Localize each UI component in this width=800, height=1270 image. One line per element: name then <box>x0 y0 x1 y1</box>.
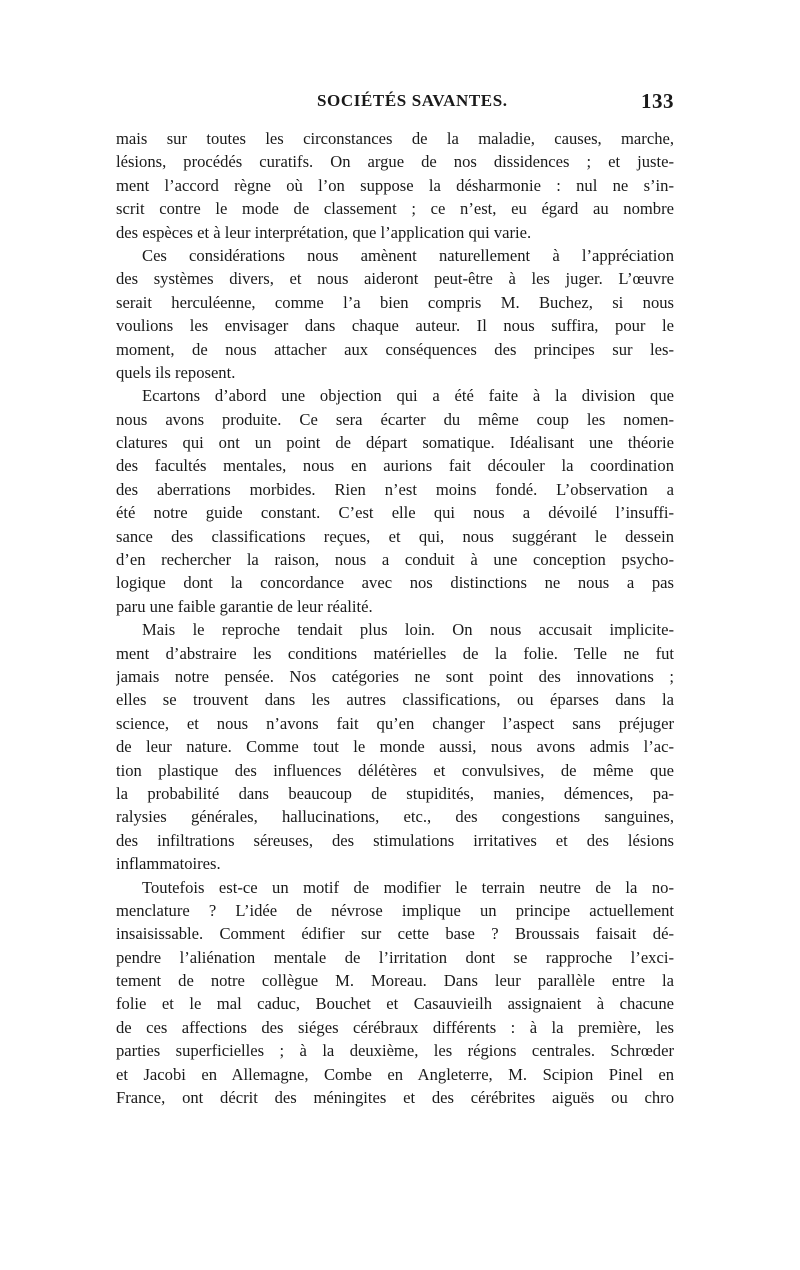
text-line: menclature ? L’idée de névrose implique un principe actuellement <box>116 900 674 920</box>
text-line: insaisissable. Comment édifier sur cette base ? Broussais faisait dé- <box>116 924 674 944</box>
text-line: France, ont décrit des méningites et des cérébrites aiguës ou chro <box>116 1088 674 1108</box>
text-line: la probabilité dans beaucoup de stupidités, manies, démences, pa- <box>116 783 674 803</box>
text-line: paru une faible garantie de leur réalité. <box>116 596 373 616</box>
running-title: SOCIÉTÉS SAVANTES. <box>317 91 508 110</box>
text-line: quels ils reposent. <box>116 362 236 382</box>
text-line: serait herculéenne, comme l’a bien compris M. Buchez, si nous <box>116 292 674 312</box>
text-line: des systèmes divers, et nous aideront peut-être à les juger. L’œuvre <box>116 269 674 289</box>
text-line: et Jacobi en Allemagne, Combe en Angleterre, M. Scipion Pinel en <box>116 1064 674 1084</box>
text-line: ment d’abstraire les conditions matérielles de la folie. Telle ne fut <box>116 643 674 663</box>
text-line: été notre guide constant. C’est elle qui nous a dévoilé l’insuffi- <box>116 503 674 523</box>
text-line: ment l’accord règne où l’on suppose la désharmonie : nul ne s’in- <box>116 175 674 195</box>
text-line: Toutefois est-ce un motif de modifier le terrain neutre de la no- <box>142 877 674 897</box>
text-line: pendre l’aliénation mentale de l’irritation dont se rapproche l’exci- <box>116 947 674 967</box>
text-line: folie et le mal caduc, Bouchet et Casauvieilh assignaient à chacune <box>116 994 674 1014</box>
text-line: Ecartons d’abord une objection qui a été faite à la division que <box>142 386 674 406</box>
text-line: Mais le reproche tendait plus loin. On nous accusait implicite- <box>142 620 674 640</box>
text-line: parties superficielles ; à la deuxième, les régions centrales. Schrœder <box>116 1041 674 1061</box>
running-head <box>116 91 674 117</box>
text-line: tement de notre collègue M. Moreau. Dans leur parallèle entre la <box>116 971 674 991</box>
text-line: tion plastique des influences délétères et convulsives, de même que <box>116 760 674 780</box>
body-text <box>116 127 674 1109</box>
text-line: lésions, procédés curatifs. On argue de nos dissidences ; et juste- <box>116 152 674 172</box>
text-line: des aberrations morbides. Rien n’est moins fondé. L’observation a <box>116 479 674 499</box>
text-line: de leur nature. Comme tout le monde aussi, nous avons admis l’ac- <box>116 737 674 757</box>
text-line: sance des classifications reçues, et qui, nous suggérant le dessein <box>116 526 674 546</box>
text-line: scrit contre le mode de classement ; ce n’est, eu égard au nombre <box>116 199 674 219</box>
text-line: d’en rechercher la raison, nous a conduit à une conception psycho- <box>116 550 674 570</box>
text-line: inflammatoires. <box>116 854 221 874</box>
text-line: Ces considérations nous amènent naturellement à l’appréciation <box>142 245 674 265</box>
page-number: 133 <box>641 89 674 113</box>
text-line: elles se trouvent dans les autres classifications, ou éparses dans la <box>116 690 674 710</box>
text-line: de ces affections des siéges cérébraux différents : à la première, les <box>116 1017 674 1037</box>
text-line: mais sur toutes les circonstances de la maladie, causes, marche, <box>116 129 674 148</box>
text-line: logique dont la concordance avec nos distinctions ne nous a pas <box>116 573 674 593</box>
text-line: des espèces et à leur interprétation, que l’application qui varie. <box>116 222 532 242</box>
text-line: voulions les envisager dans chaque auteur. Il nous suffira, pour le <box>116 316 674 336</box>
text-line: moment, de nous attacher aux conséquences des principes sur les- <box>116 339 674 359</box>
text-line: science, et nous n’avons fait qu’en changer l’aspect sans préjuger <box>116 713 674 733</box>
text-line: des infiltrations séreuses, des stimulations irritatives et des lésions <box>116 830 674 850</box>
text-line: des facultés mentales, nous en aurions fait découler la coordination <box>116 456 674 476</box>
text-line: ralysies générales, hallucinations, etc., des congestions sanguines, <box>116 807 674 827</box>
text-line: jamais notre pensée. Nos catégories ne sont point des innovations ; <box>116 666 674 686</box>
text-line: clatures qui ont un point de départ somatique. Idéalisant une théorie <box>116 433 674 453</box>
text-line: nous avons produite. Ce sera écarter du même coup les nomen- <box>116 409 674 429</box>
